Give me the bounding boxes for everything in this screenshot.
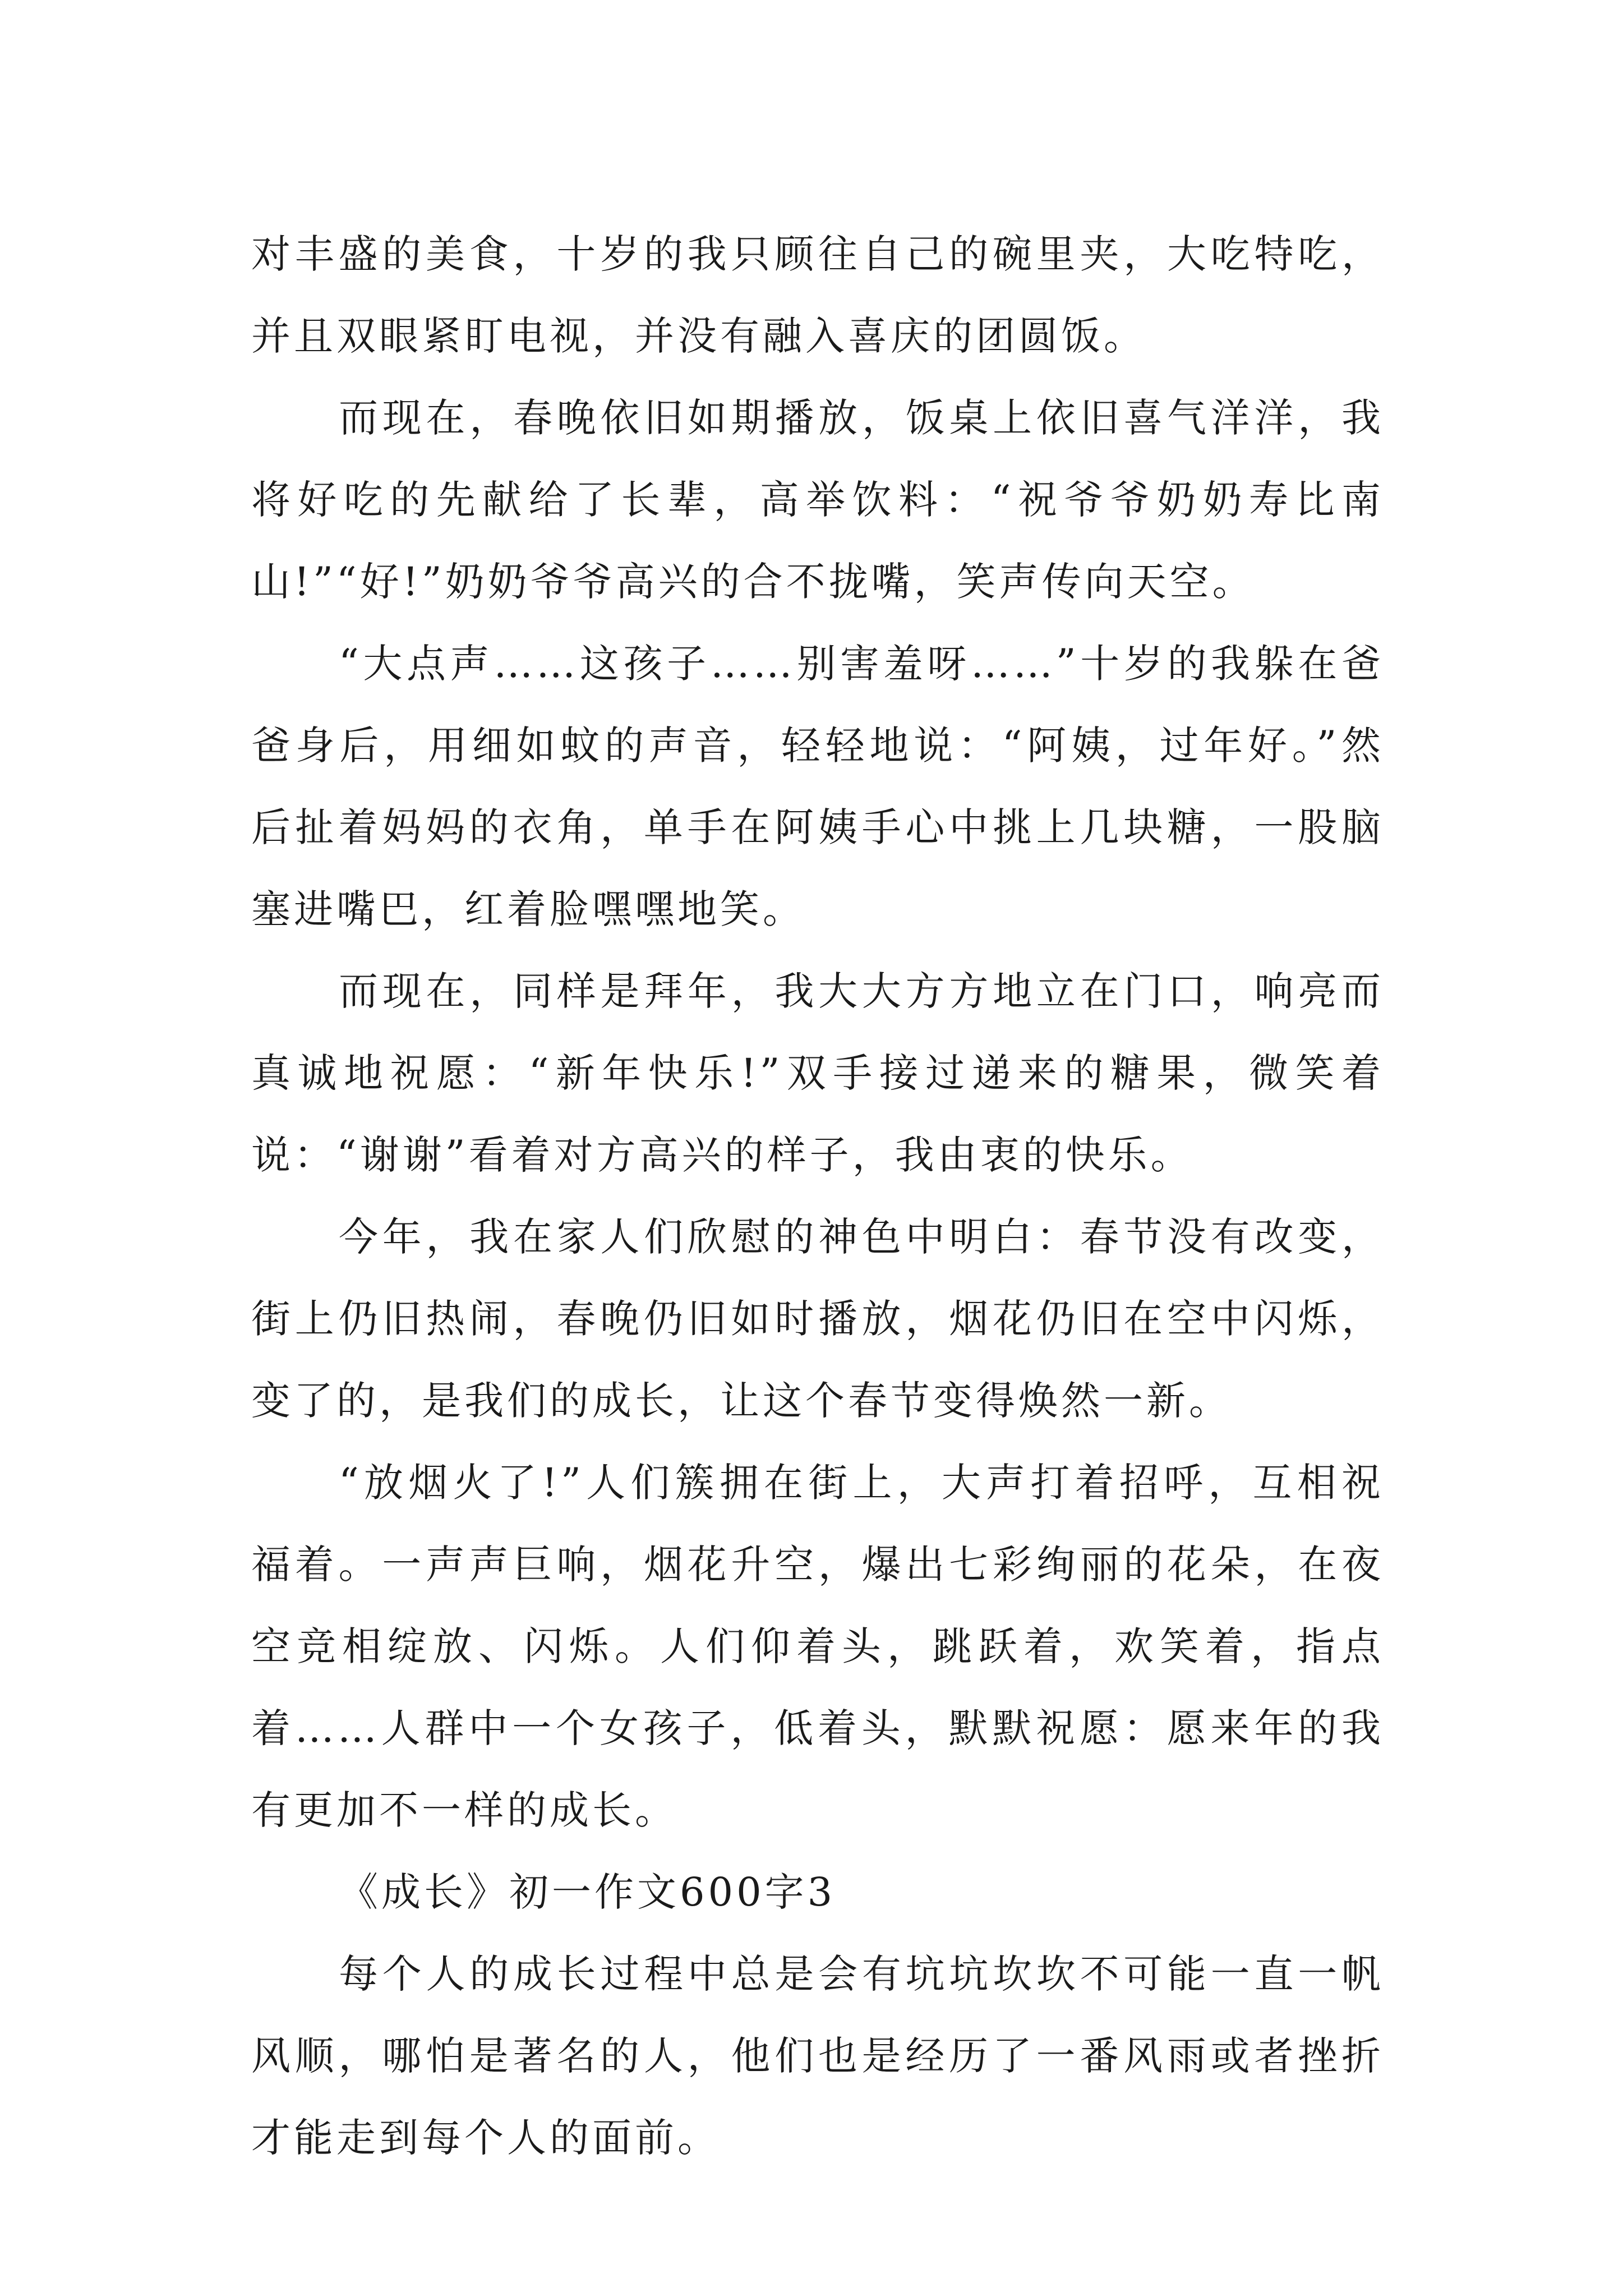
paragraph-6: “放烟火了!”人们簇拥在街上，大声打着招呼，互相祝福着。一声声巨响，烟花升空，爆出七彩绚丽的花朵，在夜空竞相绽放、闪烁。人们仰着头，跳跃着，欢笑着，指点着……人群中一个女孩子，低着头，默默祝愿：愿来年的我有更加不一样的成长。 bbox=[251, 1460, 1384, 1833]
paragraph-4: 而现在，同样是拜年，我大大方方地立在门口，响亮而真诚地祝愿：“新年快乐!”双手接过递来的糖果，微笑着说：“谢谢”看着对方高兴的样子，我由衷的快乐。 bbox=[251, 968, 1384, 1178]
paragraph-2: 而现在，春晚依旧如期播放，饭桌上依旧喜气洋洋，我将好吃的先献给了长辈，高举饮料：“祝爷爷奶奶寿比南山!”“好!”奶奶爷爷高兴的合不拢嘴，笑声传向天空。 bbox=[251, 395, 1384, 605]
essay-heading: 《成长》初一作文600字3 bbox=[339, 1869, 836, 1915]
paragraph-3: “大点声……这孩子……别害羞呀……”十岁的我躲在爸爸身后，用细如蚊的声音，轻轻地说：“阿姨，过年好。”然后扯着妈妈的衣角，单手在阿姨手心中挑上几块糖，一股脑塞进嘴巴，红着脸嘿嘿地笑。 bbox=[251, 641, 1384, 932]
document-body bbox=[251, 213, 1384, 2179]
paragraph-7: 每个人的成长过程中总是会有坑坑坎坎不可能一直一帆风顺，哪怕是著名的人，他们也是经历了一番风雨或者挫折才能走到每个人的面前。 bbox=[251, 1951, 1384, 2161]
paragraph-5: 今年，我在家人们欣慰的神色中明白：春节没有改变，街上仍旧热闹，春晚仍旧如时播放，烟花仍旧在空中闪烁，变了的，是我们的成长，让这个春节变得焕然一新。 bbox=[251, 1214, 1384, 1424]
paragraph-1: 对丰盛的美食，十岁的我只顾往自己的碗里夹，大吃特吃，并且双眼紧盯电视，并没有融入喜庆的团圆饭。 bbox=[251, 231, 1384, 359]
